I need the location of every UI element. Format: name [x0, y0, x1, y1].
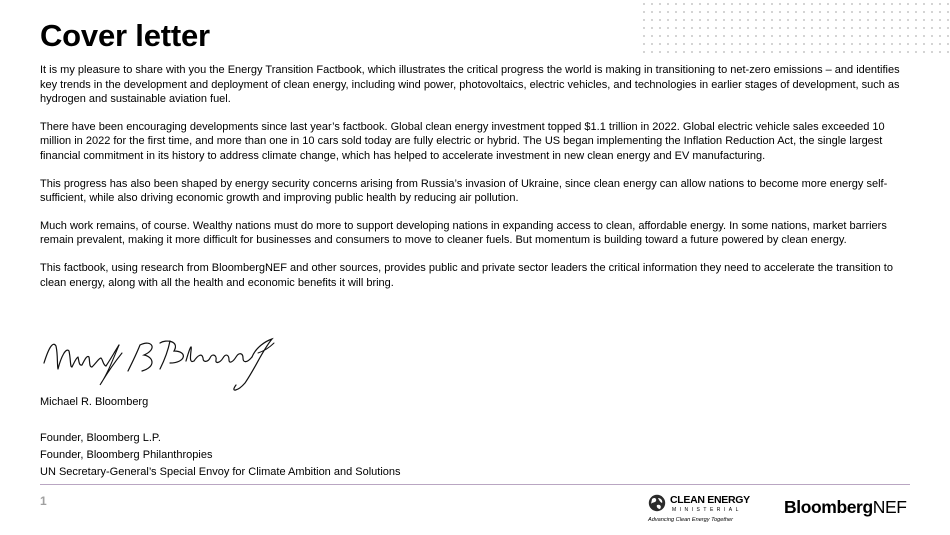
signer-title-2: Founder, Bloomberg Philanthropies	[40, 449, 213, 461]
paragraph-3: This progress has also been shaped by energy security concerns arising from Russia’s invasion of Ukraine, since clean energy can allow nations to become more energy self-sufficient, while also driving economic growth and improving public health by reducing air pollution.	[40, 177, 888, 205]
signer-titles	[40, 430, 401, 481]
cem-logo-title: CLEAN ENERGY	[670, 494, 750, 506]
bnef-logo-bloomberg: Bloomberg	[784, 497, 873, 517]
cem-logo-tagline: Advancing Clean Energy Together	[648, 517, 733, 523]
paragraph-2: There have been encouraging developments since last year’s factbook. Global clean energy investment topped $1.1 trillion in 2022. Global electric vehicle sales exceeded 10 million in 2022 for the first time, and more than one in 10 cars sold today are fully electric or hybrid. The US began implementing the Inflation Reduction Act, the single largest financial commitment in its history to address climate change, which has helped to accelerate investment in new clean energy and EV manufacturing.	[40, 120, 885, 162]
signer-title-1: Founder, Bloomberg L.P.	[40, 432, 161, 444]
handwritten-signature	[40, 333, 280, 395]
letter-body	[40, 63, 910, 303]
dot-pattern-decoration	[640, 0, 950, 54]
cem-logo-subtitle: MINISTERIAL	[672, 507, 742, 513]
clean-energy-ministerial-logo	[648, 493, 764, 527]
paragraph-4: Much work remains, of course. Wealthy nations must do more to support developing nations in expanding access to clean, affordable energy. In some nations, market barriers remain prevalent, making it more difficult for businesses and consumers to move to cleaner fuels. But momentum is building toward a future powered by clean energy.	[40, 219, 887, 247]
signer-name: Michael R. Bloomberg	[40, 396, 149, 408]
paragraph-5: This factbook, using research from BloombergNEF and other sources, provides public and private sector leaders the critical information they need to accelerate the transition to clean energy, along with all the health and economic benefits it will bring.	[40, 261, 893, 289]
page-title: Cover letter	[40, 18, 210, 53]
page-number: 1	[40, 494, 47, 508]
footer-divider	[40, 484, 910, 485]
globe-icon	[648, 494, 666, 512]
bnef-logo-nef: NEF	[872, 497, 907, 517]
bloombergnef-logo	[784, 497, 907, 518]
signer-title-3: UN Secretary-General’s Special Envoy for Climate Ambition and Solutions	[40, 466, 401, 478]
paragraph-1: It is my pleasure to share with you the Energy Transition Factbook, which illustrates the critical progress the world is making in transitioning to net-zero emissions – and identifies key trends in the development and deployment of clean energy, including wind power, photovoltaics, electric vehicles, and technologies in earlier stages of development, such as hydrogen and sustainable aviation fuel.	[40, 64, 900, 106]
